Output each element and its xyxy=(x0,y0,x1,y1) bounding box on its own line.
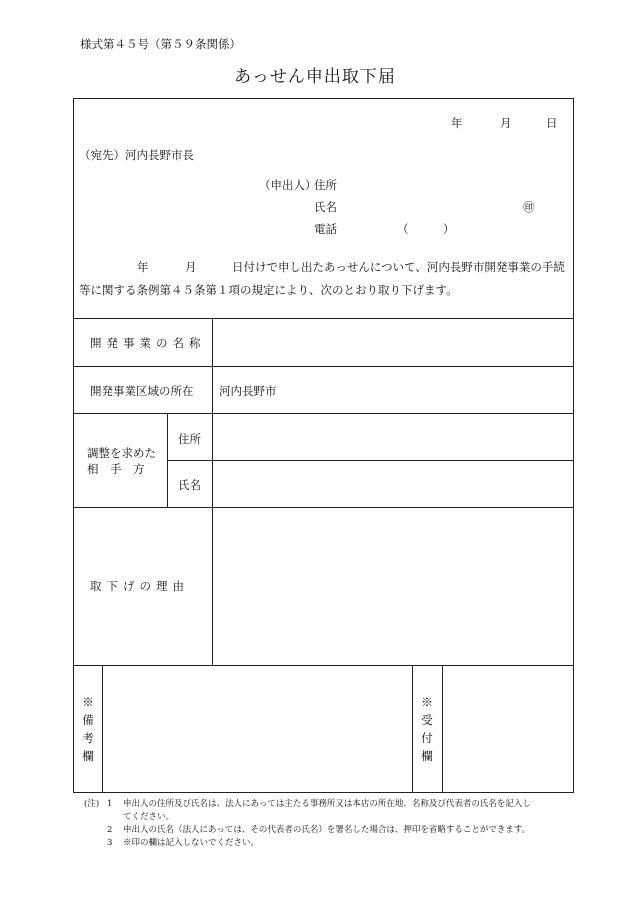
project-area-value: 河内長野市 xyxy=(219,384,277,398)
page-title: あっせん申出取下届 xyxy=(234,67,396,87)
note-1-line1: 申出人の住所及び氏名は、法人にあっては主たる事務所又は本店の所在地、名称及び代表者の氏名を記入し xyxy=(123,799,531,809)
rule-name-bottom xyxy=(74,366,573,367)
project-name-label: 開発事業の名称 xyxy=(90,336,206,350)
note-3-number: 3 xyxy=(107,838,113,848)
counterpart-address-label: 住所 xyxy=(178,432,201,446)
rule-header-bottom xyxy=(74,318,573,319)
note-1-number: 1 xyxy=(107,799,113,809)
note-1-line2: てください。 xyxy=(123,812,175,822)
project-area-label: 開発事業区域の所在 xyxy=(90,384,194,398)
rule-reception-left xyxy=(412,665,413,792)
reception-label: ※受付欄 xyxy=(421,695,433,763)
rule-reason-bottom xyxy=(74,665,573,666)
rule-area-bottom xyxy=(74,413,573,414)
date-day-label: 日 xyxy=(546,116,558,130)
form-box xyxy=(73,98,574,793)
rule-label-column xyxy=(212,318,213,665)
applicant-phone-parens: （ ） xyxy=(397,222,455,236)
note-2-number: 2 xyxy=(107,825,113,835)
withdrawal-reason-label: 取下げの理由 xyxy=(90,579,189,593)
body-year-label: 年 xyxy=(137,260,149,274)
remarks-label: ※備考欄 xyxy=(82,695,94,763)
rule-counterpart-mid xyxy=(167,460,573,461)
body-text-line2: 等に関する条例第４５条第１項の規定により、次のとおり取り下げます。 xyxy=(79,283,458,297)
applicant-name-label: 氏名 xyxy=(314,200,337,214)
date-month-label: 月 xyxy=(500,116,512,130)
body-month-label: 月 xyxy=(185,260,197,274)
form-number: 様式第４５号（第５９条関係） xyxy=(80,37,241,51)
rule-reception-label xyxy=(442,665,443,792)
counterpart-name-label: 氏名 xyxy=(178,478,201,492)
rule-counterpart-sub xyxy=(167,413,168,507)
notes-prefix: (注) xyxy=(84,799,100,809)
applicant-label: （申出人） xyxy=(259,178,317,192)
body-text-line1: 日付けで申し出たあっせんについて、河内長野市開発事業の手続 xyxy=(232,260,565,274)
seal-mark: ㊞ xyxy=(523,200,535,214)
note-3-line1: ※印の欄は記入しないでください。 xyxy=(123,838,260,848)
counterpart-label-line2: 相 手 方 xyxy=(87,462,145,476)
applicant-address-label: 住所 xyxy=(314,178,337,192)
addressee: （宛先）河内長野市長 xyxy=(79,148,194,162)
rule-remarks-label xyxy=(102,665,103,792)
rule-counterpart-bottom xyxy=(74,507,573,508)
date-year-label: 年 xyxy=(451,116,463,130)
applicant-phone-label: 電話 xyxy=(314,222,337,236)
counterpart-label-line1: 調整を求めた xyxy=(87,446,156,460)
note-2-line1: 申出人の氏名（法人にあっては、その代表者の氏名）を署名した場合は、押印を省略することができます。 xyxy=(123,825,531,835)
